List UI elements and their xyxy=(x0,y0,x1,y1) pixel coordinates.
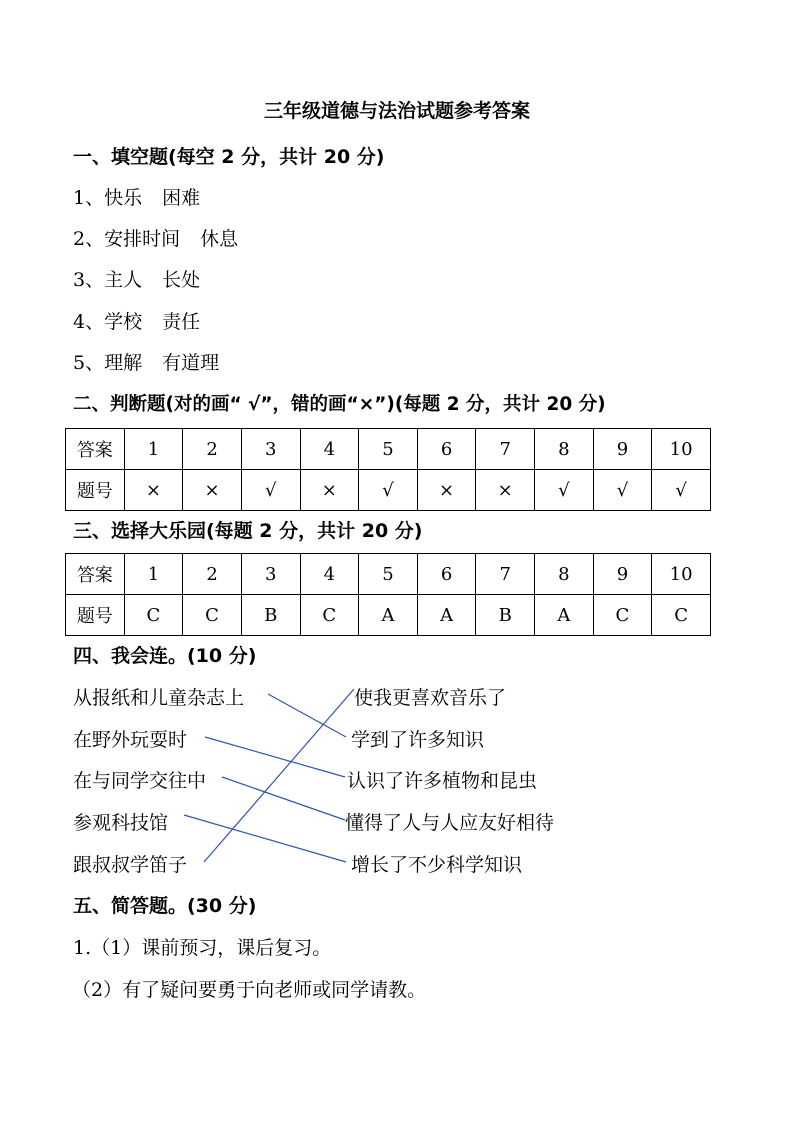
item-number: 4、 xyxy=(73,311,105,333)
row-label: 题号 xyxy=(66,470,125,511)
match-line xyxy=(184,815,346,862)
answer-b: 有道理 xyxy=(162,352,220,374)
section-4-heading: 四、我会连。(10 分) xyxy=(73,645,257,667)
table-cell: C xyxy=(183,595,242,636)
table-cell: C xyxy=(300,595,359,636)
table-cell: √ xyxy=(652,470,711,511)
table-cell: C xyxy=(652,595,711,636)
table-cell: 9 xyxy=(593,429,652,470)
table-cell: 4 xyxy=(300,554,359,595)
match-line xyxy=(268,694,346,737)
table-cell: 6 xyxy=(417,554,476,595)
table-cell: √ xyxy=(241,470,300,511)
table-cell: 8 xyxy=(535,429,594,470)
answer-b: 责任 xyxy=(162,311,201,333)
match-right-1: 使我更喜欢音乐了 xyxy=(354,687,507,709)
answer-a: 快乐 xyxy=(104,187,143,209)
section-3-heading: 三、选择大乐园(每题 2 分，共计 20 分) xyxy=(73,520,423,542)
match-left-2: 在野外玩耍时 xyxy=(73,729,188,751)
table-cell: 3 xyxy=(241,429,300,470)
table-cell: 9 xyxy=(593,554,652,595)
match-right-3: 认识了许多植物和昆虫 xyxy=(347,770,538,792)
table-cell: 8 xyxy=(535,554,594,595)
row-label: 题号 xyxy=(66,595,125,636)
table-cell: 4 xyxy=(300,429,359,470)
table-cell: A xyxy=(535,595,594,636)
table-cell: 1 xyxy=(124,554,183,595)
table-cell: 3 xyxy=(241,554,300,595)
table-cell: B xyxy=(476,595,535,636)
table-cell: 6 xyxy=(417,429,476,470)
section-2-heading: 二、判断题(对的画“ √”，错的画“×”)(每题 2 分，共计 20 分) xyxy=(73,394,606,415)
short-answer-line-1: 1.（1）课前预习，课后复习。 xyxy=(73,937,332,959)
table-cell: × xyxy=(417,470,476,511)
table-cell: × xyxy=(476,470,535,511)
table-cell: 10 xyxy=(652,554,711,595)
table-cell: A xyxy=(359,595,418,636)
table-cell: 2 xyxy=(183,554,242,595)
match-left-5: 跟叔叔学笛子 xyxy=(73,854,188,876)
table-cell: 5 xyxy=(359,429,418,470)
item-number: 2、 xyxy=(73,228,105,250)
answer-a: 安排时间 xyxy=(104,228,181,250)
match-left-1: 从报纸和儿童杂志上 xyxy=(73,687,245,709)
table-cell: C xyxy=(124,595,183,636)
table-cell: √ xyxy=(535,470,594,511)
row-label: 答案 xyxy=(66,554,125,595)
table-cell: × xyxy=(300,470,359,511)
short-answer-line-2: （2）有了疑问要勇于向老师或同学请教。 xyxy=(72,979,427,1001)
table-cell: 7 xyxy=(476,429,535,470)
answer-b: 休息 xyxy=(200,228,239,250)
answer-b: 长处 xyxy=(162,269,201,291)
table-cell: C xyxy=(593,595,652,636)
table-cell: A xyxy=(417,595,476,636)
answer-a: 学校 xyxy=(104,311,143,333)
match-right-2: 学到了许多知识 xyxy=(351,729,485,751)
match-left-3: 在与同学交往中 xyxy=(73,770,207,792)
match-line xyxy=(222,777,345,820)
table-cell: 2 xyxy=(183,429,242,470)
table-cell: 7 xyxy=(476,554,535,595)
table-cell: × xyxy=(183,470,242,511)
table-cell: √ xyxy=(593,470,652,511)
item-number: 5、 xyxy=(73,352,105,374)
table-cell: 1 xyxy=(124,429,183,470)
table-cell: 10 xyxy=(652,429,711,470)
table-cell: 5 xyxy=(359,554,418,595)
match-right-5: 增长了不少科学知识 xyxy=(351,854,523,876)
table-cell: √ xyxy=(359,470,418,511)
item-number: 1、 xyxy=(73,187,105,209)
page-title: 三年级道德与法治试题参考答案 xyxy=(263,100,530,122)
match-right-4: 懂得了人与人应友好相待 xyxy=(345,812,555,834)
match-line xyxy=(204,689,354,862)
section-1-heading: 一、填空题(每空 2 分，共计 20 分) xyxy=(73,146,385,168)
section-5-heading: 五、简答题。(30 分) xyxy=(73,895,257,917)
answer-a: 主人 xyxy=(104,269,143,291)
answer-a: 理解 xyxy=(104,352,143,374)
match-left-4: 参观科技馆 xyxy=(73,812,169,834)
table-cell: × xyxy=(124,470,183,511)
row-label: 答案 xyxy=(66,429,125,470)
answer-b: 困难 xyxy=(162,187,201,209)
item-number: 3、 xyxy=(73,269,105,291)
match-line xyxy=(205,737,345,777)
table-cell: B xyxy=(241,595,300,636)
